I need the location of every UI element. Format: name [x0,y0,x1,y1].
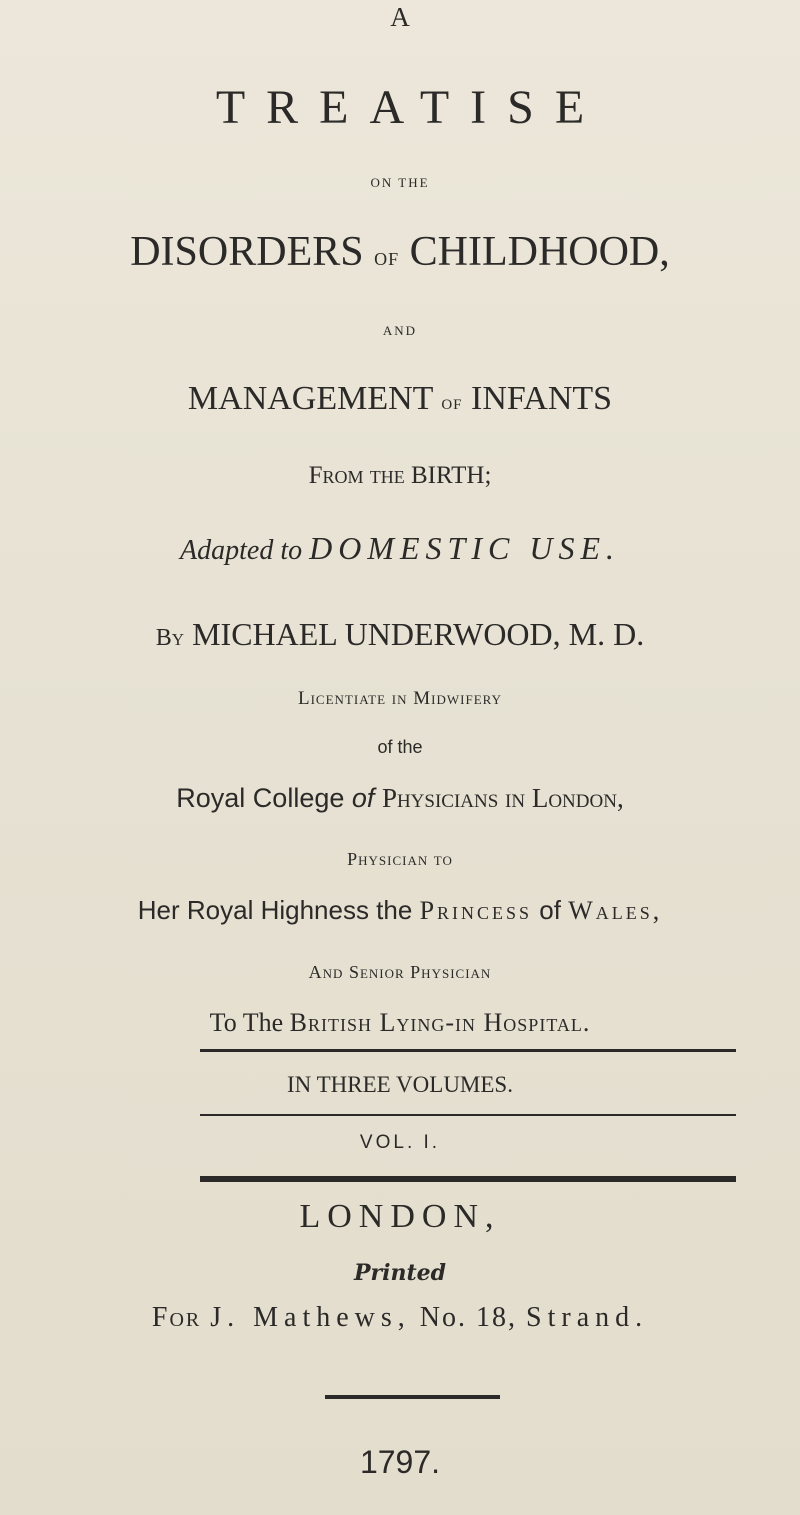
article-a: A [390,2,410,32]
by-word: By [155,625,185,651]
volume-number: VOL. I. [359,1132,441,1153]
her-royal-words: Her Royal Highness the [137,895,413,925]
imprint-publisher-line [0,1302,800,1334]
author-line [0,616,800,653]
for-word: For [151,1302,202,1333]
from-the-words: From the [308,462,405,489]
from-birth-line [0,462,800,490]
physician-to-line: Physician to [347,849,453,869]
hospital-words: British Lying-in Hospital. [289,1008,591,1037]
of-the-line: of the [377,737,423,757]
street-number: No. 18, [419,1302,518,1333]
domestic-use-words: DOMESTIC USE. [309,530,620,566]
royal-college-words: Royal College [176,783,345,813]
senior-physician-line: And Senior Physician [308,962,492,982]
princess-word: Princess [419,896,533,925]
rule-2 [200,1114,736,1116]
street-name: Strand. [526,1302,649,1333]
management-line [0,380,800,418]
rule-3 [200,1176,736,1182]
title-treatise: TREATISE [215,81,606,134]
publisher-name: J. Mathews, [210,1302,411,1333]
and-label: AND [382,323,418,338]
infants-word: INFANTS [471,380,613,417]
adapted-line [0,530,800,567]
birth-word: BIRTH; [410,462,492,489]
disorders-line [0,228,800,276]
imprint-year: 1797. [359,1444,441,1480]
in-three-volumes: IN THREE VOLUMES. [287,1072,513,1097]
childhood-word: CHILDHOOD, [409,229,670,275]
physicians-london-words: Physicians in London, [381,783,624,813]
rule-4 [325,1395,500,1399]
of-wales-of: of [539,895,561,925]
author-name: MICHAEL UNDERWOOD, M. D. [192,616,645,652]
management-word: MANAGEMENT [187,380,433,417]
of-italic-word: of [351,783,375,813]
on-the-label: ON THE [370,175,430,190]
of-word-2: of [441,389,463,414]
hospital-line [0,1008,800,1038]
rule-1 [200,1049,736,1052]
of-word-1: of [374,242,400,271]
wales-word: Wales, [568,896,663,925]
disorders-word: DISORDERS [130,229,364,275]
royal-college-line [0,783,800,814]
royal-highness-line [0,895,800,926]
licentiate-line: Licentiate in Midwifery [298,688,502,709]
imprint-printed: Printed [353,1260,447,1286]
imprint-city: LONDON, [299,1198,501,1235]
to-the-words: To The [209,1008,284,1037]
adapted-to-words: Adapted to [180,535,303,566]
